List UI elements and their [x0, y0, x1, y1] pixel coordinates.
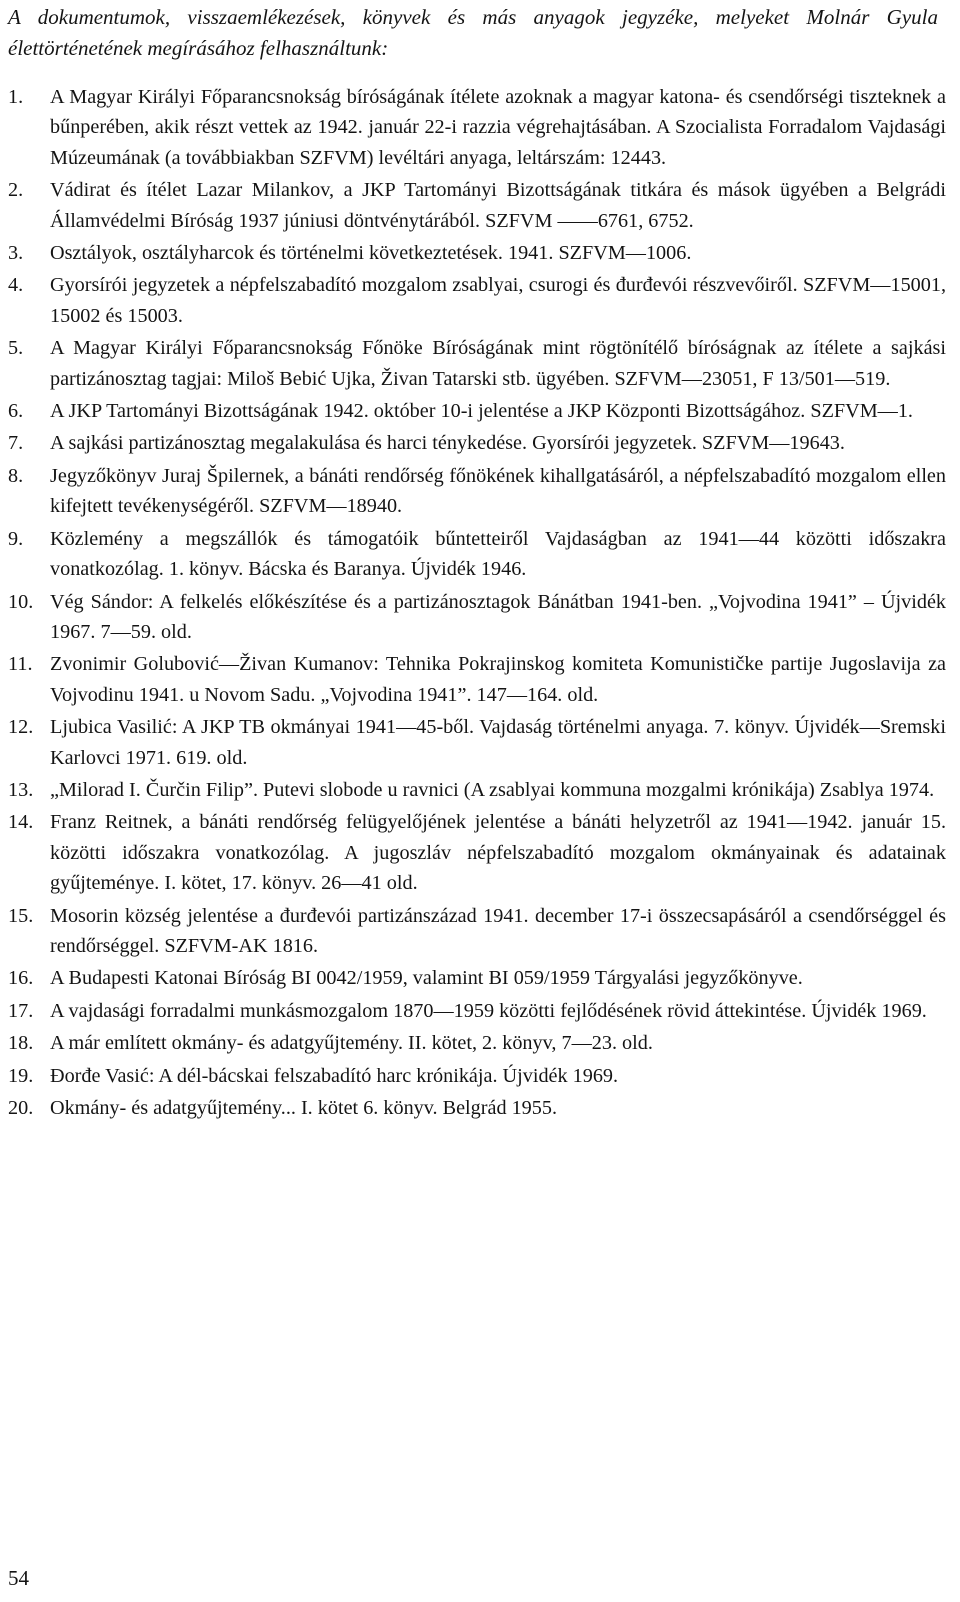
item-text: A már említett okmány- és adatgyűjtemény. II. kötet, 2. könyv, 7—23. old.	[50, 1032, 653, 1055]
item-text: Ljubica Vasilić: A JKP TB okmányai 1941—45-ből. Vajdaság történelmi anyaga. 7. könyv. Újvidék—Sremski Karlovci 1971. 619. old.	[50, 716, 946, 769]
list-item	[8, 775, 946, 805]
page-number: 54	[8, 1566, 29, 1590]
item-text: A vajdasági forradalmi munkásmozgalom 1870—1959 közötti fejlődésének rövid áttekintése. Újvidék 1969.	[50, 999, 927, 1022]
list-item	[8, 996, 946, 1026]
item-text: A sajkási partizánosztag megalakulása és harci ténykedése. Gyorsírói jegyzetek. SZFVM—19643.	[50, 432, 845, 455]
item-text: A Magyar Királyi Főparancsnokság bíróságának ítélete azoknak a magyar katona- és csendőrségi tiszteknek a bűnperében, akik részt vettek az 1942. január 22-i razzia végrehajtásában. A Szocialista Forradalom Vajdasági Múzeumának (a továbbiakban SZFVM) levéltári anyaga, leltárszám: 12443.	[50, 86, 946, 169]
item-number: 14.	[8, 811, 34, 834]
item-number: 17.	[8, 999, 34, 1022]
item-text: A Magyar Királyi Főparancsnokság Főnöke Bíróságának mint rögtönítélő bíróságnak az ítélete a sajkási partizánosztag tagjai: Miloš Bebić Ujka, Živan Tatarski stb. ügyében. SZFVM—23051, F 13/501—519.	[50, 337, 946, 390]
list-item	[8, 712, 946, 773]
list-item	[8, 82, 946, 173]
list-item	[8, 238, 946, 268]
item-number: 20.	[8, 1097, 34, 1119]
item-number: 7.	[8, 432, 24, 455]
list-item	[8, 1028, 946, 1058]
item-number: 15.	[8, 904, 34, 927]
item-number: 6.	[8, 400, 24, 423]
item-number: 10.	[8, 590, 34, 613]
list-item	[8, 901, 946, 962]
reference-list	[8, 82, 946, 1125]
item-number: 19.	[8, 1064, 34, 1087]
item-text: A Budapesti Katonai Bíróság BI 0042/1959, valamint BI 059/1959 Tárgyalási jegyzőkönyve.	[50, 967, 803, 990]
item-text: Osztályok, osztályharcok és történelmi következtetések. 1941. SZFVM—1006.	[50, 242, 692, 265]
item-text: A JKP Tartományi Bizottságának 1942. október 10-i jelentése a JKP Központi Bizottságához. SZFVM—1.	[50, 400, 913, 423]
item-number: 3.	[8, 242, 24, 265]
item-number: 1.	[8, 86, 24, 108]
item-text: „Milorad I. Čurčin Filip”. Putevi slobode u ravnici (A zsablyai kommuna mozgalmi krónikája) Zsablya 1974.	[50, 778, 935, 801]
list-item	[8, 963, 946, 993]
list-item	[8, 587, 946, 648]
item-number: 13.	[8, 778, 34, 801]
item-number: 5.	[8, 337, 24, 360]
item-number: 9.	[8, 527, 24, 550]
item-number: 4.	[8, 274, 24, 297]
item-number: 16.	[8, 967, 34, 990]
item-text: Zvonimir Golubović—Živan Kumanov: Tehnika Pokrajinskog komiteta Komunističke partije Jugoslavija za Vojvodinu 1941. u Novom Sadu. „Vojvodina 1941”. 147—164. old.	[50, 653, 946, 706]
item-number: 12.	[8, 716, 34, 739]
list-item	[8, 175, 946, 236]
list-item	[8, 428, 946, 458]
list-item	[8, 649, 946, 710]
item-number: 18.	[8, 1032, 34, 1055]
list-item	[8, 524, 946, 585]
item-text: Közlemény a megszállók és támogatóik bűntetteiről Vajdaságban az 1941—44 közötti időszakra vonatkozólag. 1. könyv. Bácska és Baranya. Újvidék 1946.	[50, 527, 946, 581]
list-item	[8, 1093, 946, 1123]
list-item	[8, 461, 946, 522]
list-item	[8, 333, 946, 394]
list-item	[8, 270, 946, 331]
list-item	[8, 396, 946, 426]
item-text: Gyorsírói jegyzetek a népfelszabadító mozgalom zsablyai, csurogi és đurđevói részvevőiről. SZFVM—15001, 15002 és 15003.	[50, 274, 946, 327]
list-item	[8, 807, 946, 898]
item-text: Franz Reitnek, a bánáti rendőrség felügyelőjének jelentése a bánáti helyzetről az 1941—1942. január 15. közötti időszakra vonatkozólag. A jugoszláv népfelszabadító mozgalom okmányainak és adatainak gyűjteménye. I. kötet, 17. könyv. 26—41 old.	[50, 811, 946, 895]
item-text: Vádirat és ítélet Lazar Milankov, a JKP Tartományi Bizottságának titkára és mások ügyében a Belgrádi Államvédelmi Bíróság 1937 júniusi döntvénytárából. SZFVM ——6761, 6752.	[50, 179, 946, 232]
item-number: 2.	[8, 179, 24, 202]
list-item	[8, 1061, 946, 1091]
item-number: 8.	[8, 464, 24, 487]
document-heading: A dokumentumok, visszaemlékezések, könyvek és más anyagok jegyzéke, melyeket Molnár Gyula élettörténetének megírásához felhasználtunk:	[8, 5, 938, 60]
item-text: Jegyzőkönyv Juraj Špilernek, a bánáti rendőrség főnökének kihallgatásáról, a népfelszabadító mozgalom ellen kifejtett tevékenységéről. SZFVM—18940.	[50, 464, 946, 518]
item-text: Okmány- és adatgyűjtemény... I. kötet 6. könyv. Belgrád 1955.	[50, 1097, 558, 1119]
item-text: Đorđe Vasić: A dél-bácskai felszabadító harc krónikája. Újvidék 1969.	[50, 1064, 619, 1087]
item-text: Vég Sándor: A felkelés előkészítése és a partizánosztagok Bánátban 1941-ben. „Vojvodina 1941” – Újvidék 1967. 7—59. old.	[50, 590, 946, 643]
item-text: Mosorin község jelentése a đurđevói partizánszázad 1941. december 17-i összecsapásáról a csendőrséggel és rendőrséggel. SZFVM-AK 1816.	[50, 904, 946, 957]
item-number: 11.	[8, 653, 33, 676]
